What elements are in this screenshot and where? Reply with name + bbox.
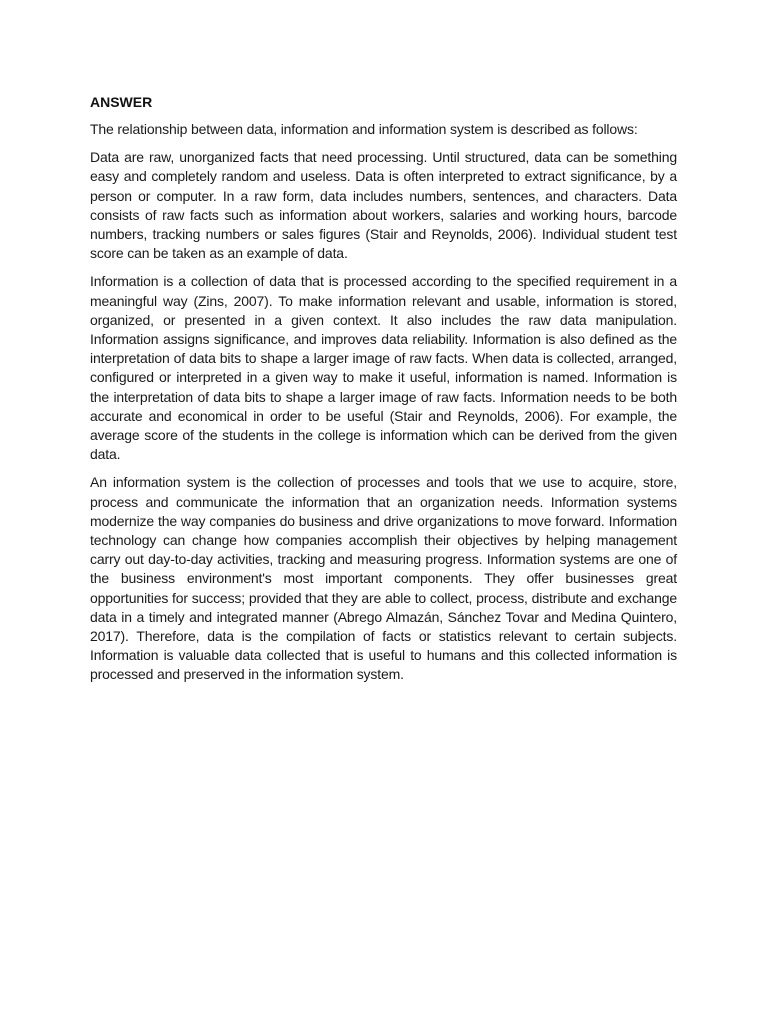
intro-paragraph: The relationship between data, information and information system is described as follows: (90, 121, 638, 137)
data-paragraph: Data are raw, unorganized facts that need processing. Until structured, data can be something easy and completely random and useless. Data is often interpreted to extract significance, by a person or computer. In a raw form, data includes numbers, sentences, and characters. Data consists of raw facts such as information about workers, salaries and working hours, barcode numbers, tracking numbers or sales figures (Stair and Reynolds, 2006). Individual student test score can be taken as an example of data. (90, 149, 677, 262)
document-page (90, 92, 677, 694)
information-system-paragraph: An information system is the collection of processes and tools that we use to acquire, store, process and communicate the information that an organization needs. Information systems modernize the way companies do business and drive organizations to move forward. Information technology can change how companies accomplish their objectives by helping management carry out day-to-day activities, tracking and measuring progress. Information systems are one of the business environment's most important components. They offer businesses great opportunities for success; provided that they are able to collect, process, distribute and exchange data in a timely and integrated manner (Abrego Almazán, Sánchez Tovar and Medina Quintero, 2017). Therefore, data is the compilation of facts or statistics relevant to certain subjects. Information is valuable data collected that is useful to humans and this collected information is processed and preserved in the information system. (90, 474, 677, 683)
information-paragraph: Information is a collection of data that is processed according to the specified requirement in a meaningful way (Zins, 2007). To make information relevant and usable, information is stored, organized, or presented in a given context. It also includes the raw data manipulation. Information assigns significance, and improves data reliability. Information is also defined as the interpretation of data bits to shape a larger image of raw facts. When data is collected, arranged, configured or interpreted in a given way to make it useful, information is named. Information is the interpretation of data bits to shape a larger image of raw facts. Information needs to be both accurate and economical in order to be useful (Stair and Reynolds, 2006). For example, the average score of the students in the college is information which can be derived from the given data. (90, 273, 677, 463)
answer-heading: ANSWER (90, 94, 153, 110)
